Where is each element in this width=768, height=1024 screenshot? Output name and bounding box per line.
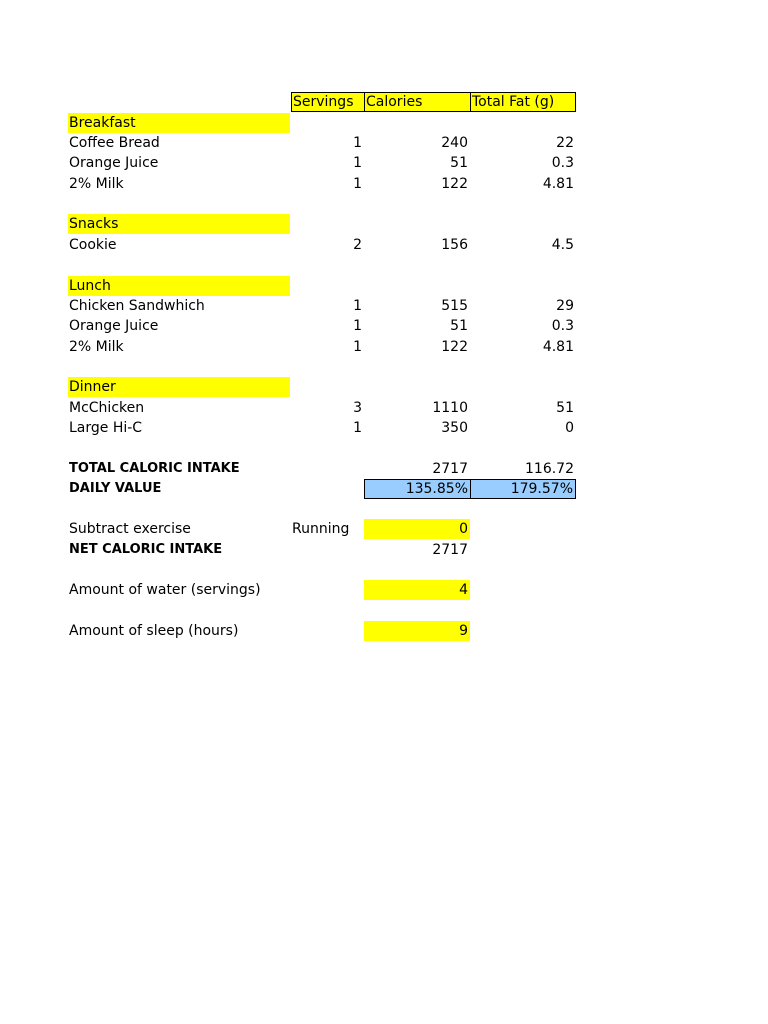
- water-value-input[interactable]: 4: [364, 580, 470, 600]
- snacks-item-calories[interactable]: 156: [441, 237, 468, 253]
- breakfast-item-name[interactable]: Coffee Bread: [69, 135, 160, 151]
- water-label: Amount of water (servings): [69, 582, 261, 598]
- lunch-item-name[interactable]: Orange Juice: [69, 318, 159, 334]
- dinner-item-name[interactable]: McChicken: [69, 400, 145, 416]
- subtract-exercise-label: Subtract exercise: [69, 521, 191, 537]
- lunch-item-calories[interactable]: 515: [441, 298, 468, 314]
- daily-value-label: DAILY VALUE: [69, 481, 162, 496]
- net-caloric-intake-label: NET CALORIC INTAKE: [69, 542, 223, 557]
- breakfast-item-calories[interactable]: 51: [450, 155, 468, 171]
- lunch-item-name[interactable]: 2% Milk: [69, 339, 124, 355]
- header-calories[interactable]: Calories: [364, 92, 471, 112]
- lunch-item-servings[interactable]: 1: [353, 298, 362, 314]
- breakfast-item-servings[interactable]: 1: [353, 135, 362, 151]
- lunch-item-fat[interactable]: 29: [556, 298, 574, 314]
- dinner-item-name[interactable]: Large Hi-C: [69, 420, 143, 436]
- total-fat-value[interactable]: 116.72: [525, 461, 574, 477]
- section-snacks[interactable]: Snacks: [68, 214, 290, 234]
- breakfast-item-servings[interactable]: 1: [353, 176, 362, 192]
- breakfast-item-fat[interactable]: 22: [556, 135, 574, 151]
- dinner-item-calories[interactable]: 1110: [432, 400, 468, 416]
- net-caloric-intake-value[interactable]: 2717: [432, 542, 468, 558]
- breakfast-item-fat[interactable]: 0.3: [551, 155, 574, 171]
- sleep-label: Amount of sleep (hours): [69, 623, 239, 639]
- header-servings[interactable]: Servings: [291, 92, 365, 112]
- dinner-item-calories[interactable]: 350: [441, 420, 468, 436]
- breakfast-item-fat[interactable]: 4.81: [542, 176, 574, 192]
- lunch-item-servings[interactable]: 1: [353, 339, 362, 355]
- snacks-item-name[interactable]: Cookie: [69, 237, 117, 253]
- lunch-item-fat[interactable]: 0.3: [551, 318, 574, 334]
- snacks-item-servings[interactable]: 2: [353, 237, 362, 253]
- lunch-item-servings[interactable]: 1: [353, 318, 362, 334]
- snacks-item-fat[interactable]: 4.5: [551, 237, 574, 253]
- breakfast-item-name[interactable]: Orange Juice: [69, 155, 159, 171]
- dinner-item-fat[interactable]: 51: [556, 400, 574, 416]
- dinner-item-servings[interactable]: 1: [353, 420, 362, 436]
- header-total-fat[interactable]: Total Fat (g): [470, 92, 576, 112]
- lunch-item-name[interactable]: Chicken Sandwhich: [69, 298, 205, 314]
- daily-value-fat[interactable]: 179.57%: [470, 479, 576, 499]
- exercise-value-input[interactable]: 0: [364, 519, 470, 539]
- lunch-item-fat[interactable]: 4.81: [542, 339, 574, 355]
- dinner-item-servings[interactable]: 3: [353, 400, 362, 416]
- dinner-item-fat[interactable]: 0: [565, 420, 574, 436]
- section-dinner[interactable]: Dinner: [68, 377, 290, 397]
- breakfast-item-servings[interactable]: 1: [353, 155, 362, 171]
- section-lunch[interactable]: Lunch: [68, 276, 290, 296]
- total-caloric-intake-label: TOTAL CALORIC INTAKE: [69, 461, 240, 476]
- daily-value-calories[interactable]: 135.85%: [364, 479, 471, 499]
- exercise-type[interactable]: Running: [292, 521, 350, 537]
- total-calories-value[interactable]: 2717: [432, 461, 468, 477]
- breakfast-item-calories[interactable]: 122: [441, 176, 468, 192]
- lunch-item-calories[interactable]: 51: [450, 318, 468, 334]
- sleep-value-input[interactable]: 9: [364, 621, 470, 641]
- breakfast-item-calories[interactable]: 240: [441, 135, 468, 151]
- section-breakfast[interactable]: Breakfast: [68, 113, 290, 133]
- lunch-item-calories[interactable]: 122: [441, 339, 468, 355]
- breakfast-item-name[interactable]: 2% Milk: [69, 176, 124, 192]
